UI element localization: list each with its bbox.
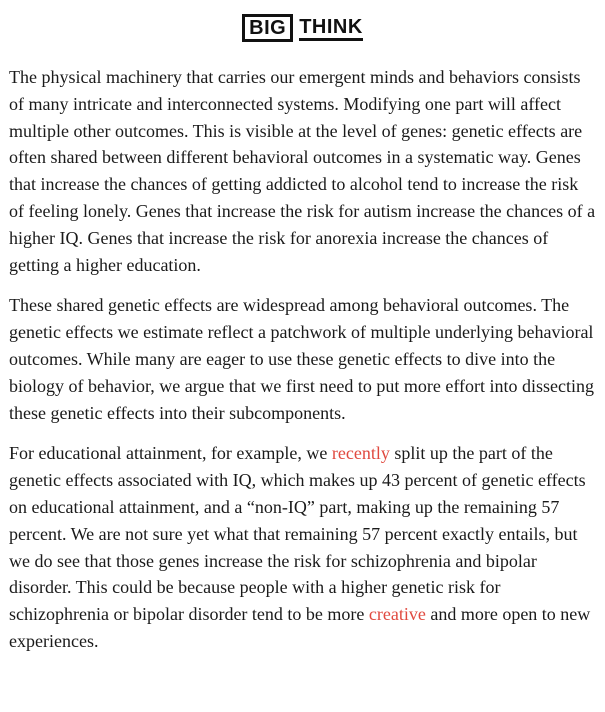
paragraph-2: These shared genetic effects are widespread among behavioral outcomes. The genetic effects we estimate reflect a patchwork of multiple underlying behavioral outcomes. While many are eager to use these genetic effects to dive into the biology of behavior, we argue that we first need to put more effort into dissecting these genetic effects into their subcomponents. [9, 295, 594, 423]
paragraph-1: The physical machinery that carries our emergent minds and behaviors consists of many intricate and interconnected systems. Modifying one part will affect multiple other outcomes. This is visible at the level of genes: genetic effects are often shared between different behavioral outcomes in a systematic way. Genes that increase the chances of getting addicted to alcohol tend to increase the risk of feeling lonely. Genes that increase the risk for autism increase the chances of a higher IQ. Genes that increase the risk for anorexia increase the chances of getting a higher education. [9, 67, 596, 275]
paragraph-3-text-start: For educational attainment, for example, we [9, 443, 332, 464]
site-header [0, 0, 605, 56]
article-body [0, 56, 605, 655]
paragraph-3-text-middle: split up the part of the genetic effects associated with IQ, which makes up 43 percent of genetic effects on educational attainment, and a “non-IQ” part, making up the remaining 57 percent. We are not sure yet what that remaining 57 percent exactly entails, but we do see that those genes increase the risk for schizophrenia and bipolar disorder. This could be because people with a higher genetic risk for schizophrenia or bipolar disorder tend to be more [9, 443, 586, 625]
logo-big: BIG [242, 14, 293, 42]
paragraph-3-text-end: and more open to new experiences. [9, 604, 591, 651]
creative-link[interactable]: creative [368, 604, 426, 625]
recently-link[interactable]: recently [331, 443, 390, 464]
big-think-logo[interactable] [242, 14, 363, 42]
logo-think: THINK [299, 16, 363, 41]
paragraph-3 [9, 440, 596, 654]
